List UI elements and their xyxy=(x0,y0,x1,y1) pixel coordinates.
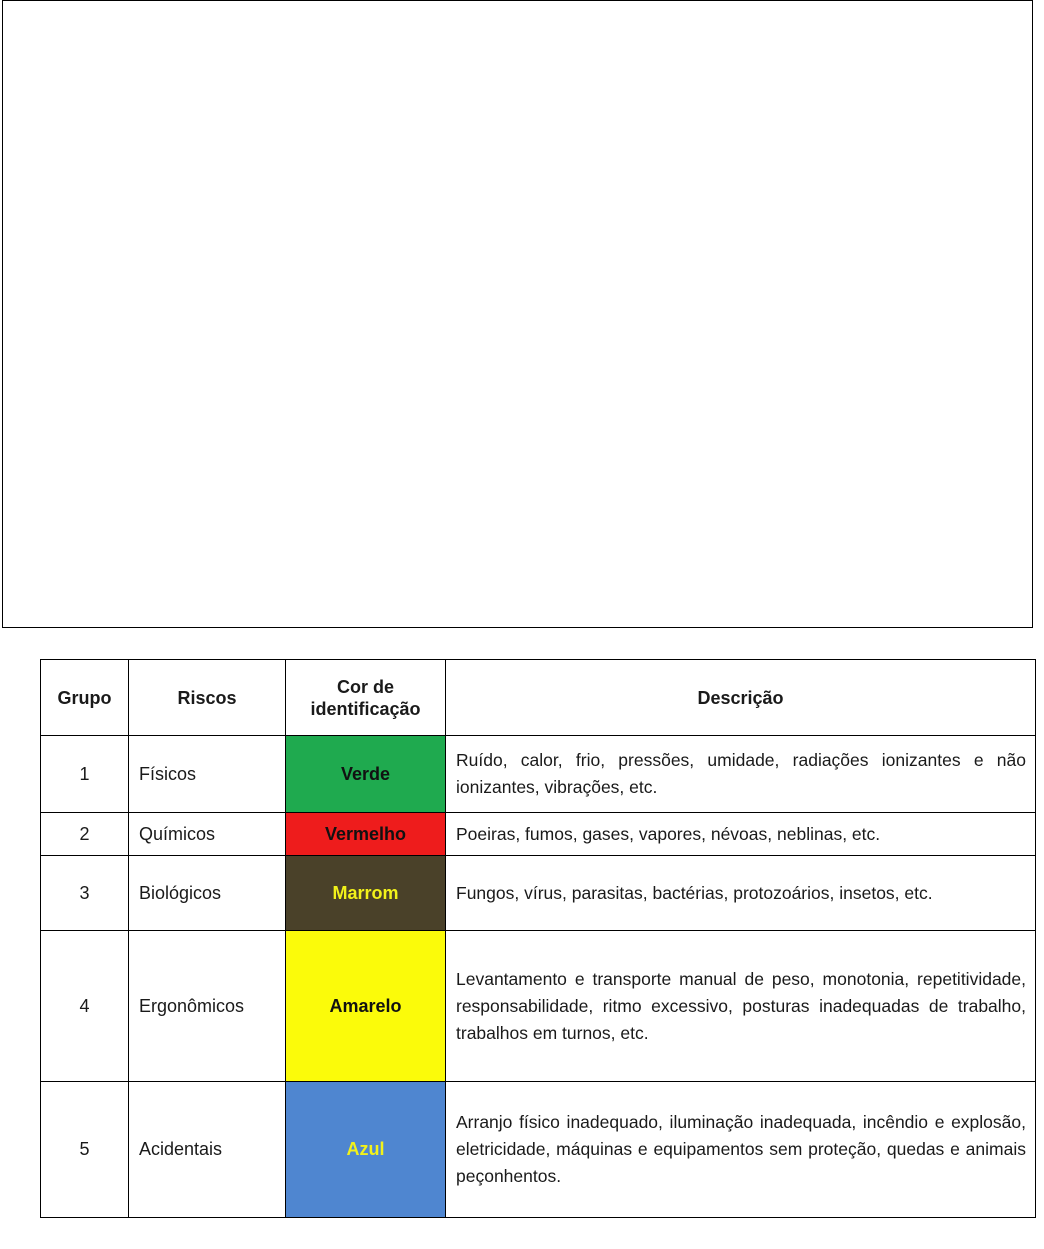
header-riscos: Riscos xyxy=(129,660,286,736)
cell-grupo: 5 xyxy=(41,1082,129,1218)
cell-descricao: Poeiras, fumos, gases, vapores, névoas, neblinas, etc. xyxy=(446,813,1036,856)
cell-cor: Verde xyxy=(286,736,446,813)
cell-cor: Azul xyxy=(286,1082,446,1218)
cell-riscos: Físicos xyxy=(129,736,286,813)
cell-grupo: 1 xyxy=(41,736,129,813)
header-cor-line1: Cor de xyxy=(336,676,394,697)
risk-table xyxy=(40,659,1036,1218)
cell-descricao: Fungos, vírus, parasitas, bactérias, protozoários, insetos, etc. xyxy=(446,856,1036,931)
cell-grupo: 3 xyxy=(41,856,129,931)
cell-grupo: 4 xyxy=(41,931,129,1082)
blank-frame xyxy=(2,0,1033,628)
cell-cor: Marrom xyxy=(286,856,446,931)
table-row xyxy=(41,1082,1036,1218)
table-header-row xyxy=(41,660,1036,736)
cell-riscos: Ergonômicos xyxy=(129,931,286,1082)
cell-riscos: Acidentais xyxy=(129,1082,286,1218)
cell-cor: Amarelo xyxy=(286,931,446,1082)
header-cor-line2: identificação xyxy=(310,698,421,719)
table-row xyxy=(41,856,1036,931)
header-descricao: Descrição xyxy=(446,660,1036,736)
header-cor xyxy=(286,660,446,736)
cell-descricao: Ruído, calor, frio, pressões, umidade, radiações ionizantes e não ionizantes, vibrações, etc. xyxy=(446,736,1036,813)
table-row xyxy=(41,736,1036,813)
cell-riscos: Biológicos xyxy=(129,856,286,931)
table-row xyxy=(41,931,1036,1082)
cell-grupo: 2 xyxy=(41,813,129,856)
table-row xyxy=(41,813,1036,856)
cell-descricao: Levantamento e transporte manual de peso, monotonia, repetitividade, responsabilidade, ritmo excessivo, posturas inadequadas de trabalho, trabalhos em turnos, etc. xyxy=(446,931,1036,1082)
cell-descricao: Arranjo físico inadequado, iluminação inadequada, incêndio e explosão, eletricidade, máquinas e equipamentos sem proteção, quedas e animais peçonhentos. xyxy=(446,1082,1036,1218)
header-grupo: Grupo xyxy=(41,660,129,736)
cell-cor: Vermelho xyxy=(286,813,446,856)
cell-riscos: Químicos xyxy=(129,813,286,856)
